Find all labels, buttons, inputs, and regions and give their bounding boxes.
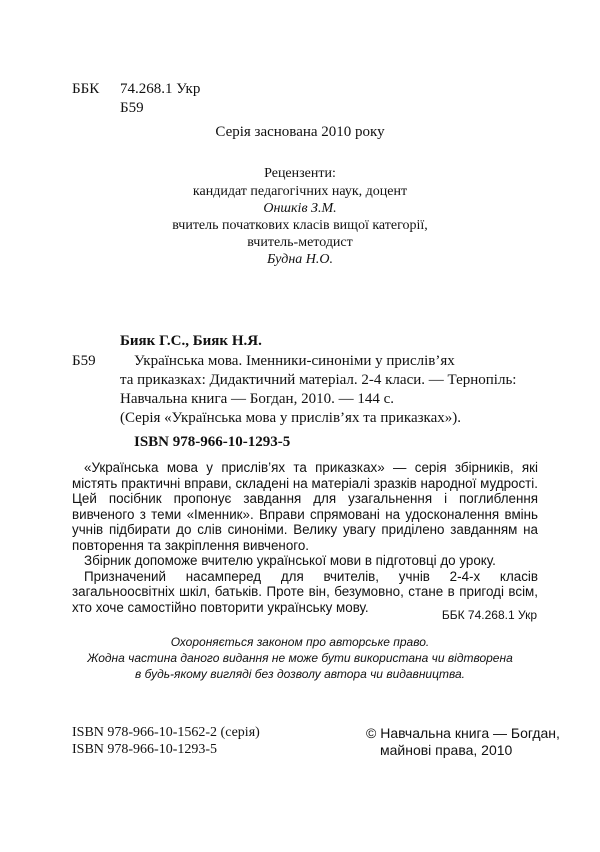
- reviewers-heading: Рецензенти:: [264, 166, 336, 181]
- reviewer1-title: кандидат педагогічних наук, доцент: [192, 184, 408, 199]
- reviewer2-name: Будна Н.О.: [266, 252, 333, 267]
- annotation-bbk: ББК 74.268.1 Укр: [441, 608, 537, 622]
- annotation-paragraph-2: Збірник допоможе вчителю української мови в підготовці до уроку.: [84, 553, 496, 568]
- reviewer2-title-line1: вчитель початкових класів вищої категорії,: [172, 218, 428, 233]
- reviewer1-name: Оншків З.М.: [263, 201, 337, 216]
- bibliographic-mark: Б59: [72, 353, 96, 369]
- isbn-series: ISBN 978-966-10-1562-2 (серія): [72, 725, 260, 740]
- copyright-notice-line-2: Жодна частина даного видання не може бути використана чи відтворена: [87, 651, 513, 665]
- annotation-paragraph-3: Призначений насамперед для вчителів, учнів 2-4-х класів загальноосвітніх шкіл, батьків. Проте він, безумовно, стане в пригоді всім, хто хоче самостійно повторити українську мову.: [72, 568, 538, 615]
- book-isbn: ISBN 978-966-10-1293-5: [134, 434, 291, 450]
- book-authors: Бияк Г.С., Бияк Н.Я.: [120, 333, 262, 349]
- bbk-label: ББК: [72, 81, 100, 97]
- copyright-notice-line-3: в будь-якому вигляді без дозволу автора чи видавництва.: [135, 667, 465, 681]
- bibliographic-line-4: (Серія «Українська мова у прислів’ях та приказках»).: [120, 410, 462, 426]
- annotation: [72, 460, 538, 615]
- bibliographic-line-3: Навчальна книга — Богдан, 2010. — 144 с.: [120, 391, 394, 407]
- isbn-book: ISBN 978-966-10-1293-5: [72, 742, 218, 757]
- series-note: Серія заснована 2010 року: [215, 124, 385, 140]
- annotation-paragraph-1: «Українська мова у прислів’ях та приказках» — серія збірників, які містять практичні вправи, складені на матеріалі зразків народної мудрості. Цей посібник пропонує завдання для узагальнення і поглиблення вивченого з теми «Іменник». Вправи спрямовані на удосконалення вмінь учнів підбирати до слів синоніми. Велику увагу приділено завданням на повторення та закріплення вивченого.: [72, 460, 538, 553]
- copyright-notice-line-1: Охороняється законом про авторське право.: [170, 635, 430, 649]
- copyright-rights: майнові права, 2010: [380, 742, 513, 758]
- bibliographic-line-2: та приказках: Дидактичний матеріал. 2-4 класи. — Тернопіль:: [120, 372, 517, 388]
- bbk-code: 74.268.1 Укр: [120, 81, 201, 97]
- reviewer2-title-line2: вчитель-методист: [247, 235, 353, 250]
- bibliographic-line-1: Українська мова. Іменники-синоніми у прислів’ях: [134, 353, 455, 369]
- author-mark: Б59: [120, 100, 144, 116]
- copyright-holder: © Навчальна книга — Богдан,: [366, 725, 560, 741]
